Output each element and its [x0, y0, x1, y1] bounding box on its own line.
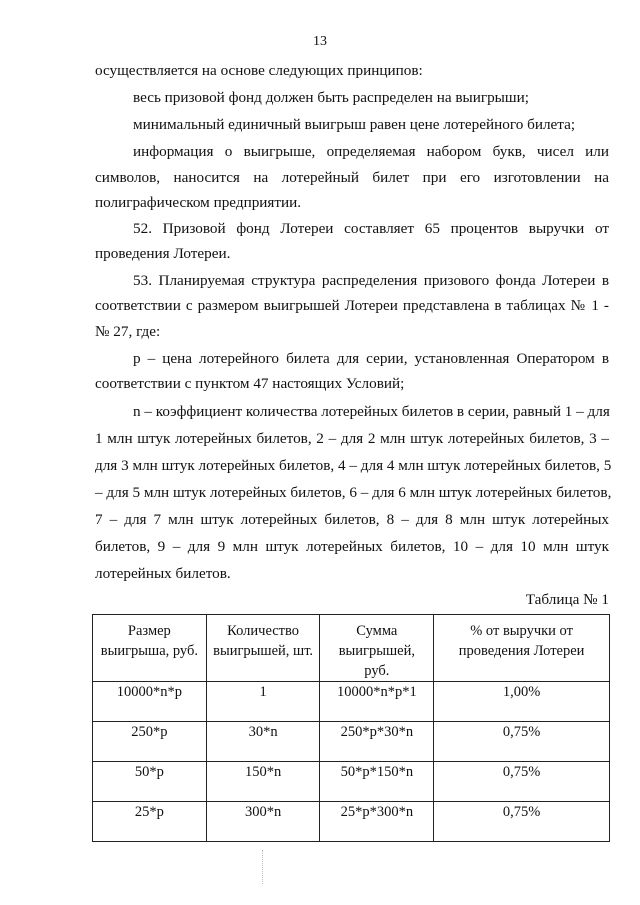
- text-line: символов, наносится на лотерейный билет при его изготовлении на: [95, 169, 609, 186]
- text-line: соответствии с пунктом 47 настоящих Условий;: [95, 375, 405, 392]
- text-line: р – цена лотерейного билета для серии, установленная Оператором в: [133, 350, 609, 367]
- table-row: [93, 762, 610, 802]
- table-cell: 250*p*30*n: [320, 722, 434, 762]
- table-cell: 300*n: [206, 802, 320, 842]
- header-text: выигрышей, руб.: [338, 643, 415, 679]
- prize-distribution-table: [92, 614, 610, 842]
- table-cell: 50*p*150*n: [320, 762, 434, 802]
- header-text: выигрыша, руб.: [100, 643, 198, 659]
- text-line: 53. Планируемая структура распределения призового фонда Лотереи в: [133, 272, 609, 289]
- table-cell: 1,00%: [434, 682, 610, 722]
- header-text: выигрышей, шт.: [213, 643, 314, 659]
- text-line: лотерейных билетов.: [95, 565, 231, 582]
- text-line: проведения Лотереи.: [95, 245, 231, 262]
- text-line: 52. Призовой фонд Лотереи составляет 65 процентов выручки от: [133, 220, 609, 237]
- text-line: 1 млн штук лотерейных билетов, 2 – для 2 млн штук лотерейных билетов, 3 –: [95, 430, 609, 447]
- column-header-prize-count: [206, 615, 320, 682]
- text-line: минимальный единичный выигрыш равен цене лотерейного билета;: [133, 116, 576, 133]
- text-line: № 27, где:: [95, 323, 161, 340]
- header-text: Размер: [127, 623, 171, 639]
- table-cell: 0,75%: [434, 762, 610, 802]
- text-line: n – коэффициент количества лотерейных билетов в серии, равный 1 – для: [133, 403, 610, 420]
- text-line: весь призовой фонд должен быть распределен на выигрыши;: [133, 89, 529, 106]
- table-cell: 150*n: [206, 762, 320, 802]
- table-cell: 30*n: [206, 722, 320, 762]
- table-row: [93, 682, 610, 722]
- text-line: билетов, 9 – для 9 млн штук лотерейных билетов, 10 – для 10 млн штук: [95, 538, 609, 555]
- column-header-revenue-percent: [434, 615, 610, 682]
- table-cell: 10000*n*p: [93, 682, 207, 722]
- page-number: 13: [313, 34, 327, 49]
- table-cell: 50*p: [93, 762, 207, 802]
- table-cell: 25*p: [93, 802, 207, 842]
- header-text: % от выручки от: [470, 623, 573, 639]
- table-header-row: [93, 615, 610, 682]
- text-line: 7 – для 7 млн штук лотерейных билетов, 8 – для 8 млн штук лотерейных: [95, 511, 609, 528]
- text-line: для 3 млн штук лотерейных билетов, 4 – для 4 млн штук лотерейных билетов, 5: [95, 457, 612, 474]
- header-text: Сумма: [356, 623, 398, 639]
- table-cell: 0,75%: [434, 722, 610, 762]
- table-cell: 10000*n*p*1: [320, 682, 434, 722]
- header-text: Количество: [227, 623, 300, 639]
- table-row: [93, 722, 610, 762]
- table-cell: 25*p*300*n: [320, 802, 434, 842]
- text-line: соответствии с размером выигрышей Лотереи представлена в таблицах № 1 -: [95, 297, 609, 314]
- column-header-prize-size: [93, 615, 207, 682]
- table-caption: Таблица № 1: [525, 591, 609, 608]
- header-text: проведения Лотереи: [458, 643, 585, 659]
- column-header-prize-sum: [320, 615, 434, 682]
- table-cell: 250*p: [93, 722, 207, 762]
- text-line: полиграфическом предприятии.: [95, 194, 302, 211]
- text-line: осуществляется на основе следующих принципов:: [95, 62, 423, 79]
- table-row: [93, 802, 610, 842]
- text-line: – для 5 млн штук лотерейных билетов, 6 – для 6 млн штук лотерейных билетов,: [95, 484, 612, 501]
- scan-artifact-divider: [262, 850, 265, 884]
- table-cell: 1: [206, 682, 320, 722]
- text-line: информация о выигрыше, определяемая набором букв, чисел или: [133, 143, 609, 160]
- table-cell: 0,75%: [434, 802, 610, 842]
